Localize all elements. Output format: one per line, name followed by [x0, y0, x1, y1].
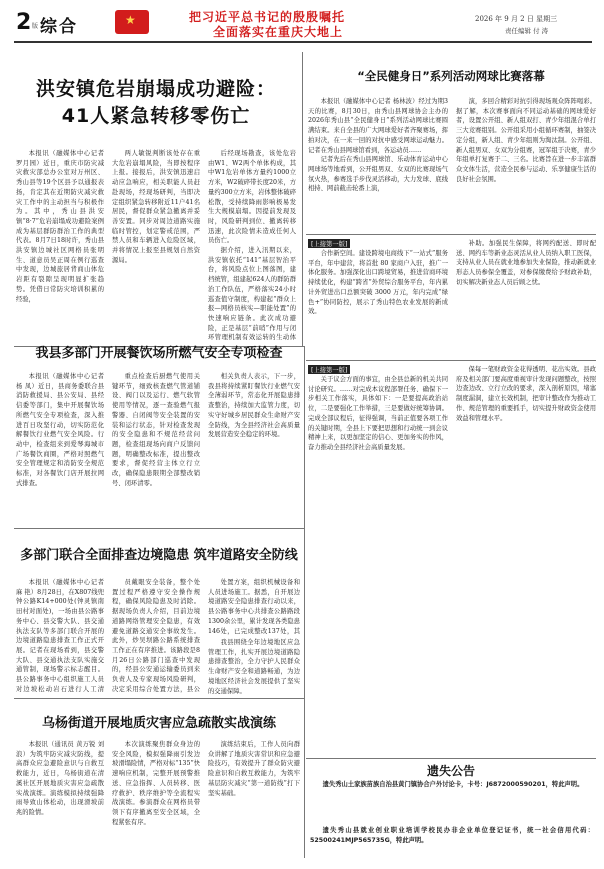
article5-column-2: 本次演练聚焦群众身边的安全风险，模拟强降雨引发边坡滑塌险情，严格对标“135”快速响应机制，完整开展预警推送、应急指挥、人员转移、医疗救护、秩序维护等全流程实战演练。参演群众在网格员带领下有序撤离至安全区域，全程紧张有序。: [112, 741, 200, 826]
article2-column-1: 本报讯（融媒体中心记者 杨林波）经过为期3天的比赛，8月30日，由秀山县网球协会主办的2026年秀山县“全民健身日”系列活动网球比赛圆满结束。来自全县的广大网球爱好者齐聚赛场，挥拍对决，在一来一回的对抗中感受网球运动魅力。记者在秀山县网球馆看到，各运动员…… 记者先后在秀山县网球馆、乐动体育运动中心网球场等地看到，公开组男双、女双的比赛现场气氛火热，参赛选手步伐灵活移动，大力发球、底线相持、网前截击轮番上演，: [308, 98, 448, 193]
article3-column-3: 相关负责人表示，下一步，我县将持续紧盯餐饮行业燃气安全薄弱环节，常态化开展隐患排查整治，持续加大监管力度，切实守好城乡居民群众生命财产安全防线，为全县经济社会高质量发展营造安全稳定的环境。: [208, 373, 300, 439]
issue-date: 2026 年 9 月 2 日 星期三: [475, 15, 558, 23]
notice1-column-2: 补助。加强民生保障，将网约配送、即时配送、网约车等新业态灵活从业人员纳入职工医保，支持从业人员在就业地参加失业保险，推动新就业形态人员参保全覆盖，对参保缴费给予财政补助，切实解决新业态人员后顾之忧。: [456, 240, 596, 286]
banner-emblem-star-icon: ★: [125, 13, 136, 27]
article2-column-2: 演，多回合精彩对抗引得现场观众阵阵喝彩。据了解，本次赛事面向不同运动基础的网球爱好者，设置公开组、新人组双打、青少年组混合单打三大竞赛组别。公开组采用小组循环赛制，抽签决定分组，新人组、青少年组则为淘汰制。公开组、新人组男双、女双为分组赛，冠军组于决赛，青少年组单打复赛于二、三名。比赛旨在进一步丰富群众文体生活，营造全民参与运动、乐享健康生活的良好社会氛围。: [456, 98, 596, 183]
article4-column-1: 本报讯（融媒体中心记者 麻 艳）8月28日，在X807线兜钟公路K14+000处(钟灵镇南田村对面处)，一场由县公路事务中心、县交警大队、县交通执法支队等多部门联合开展的边境道路隐患排查工作正式开展。记者在现场看到，县交警大队、县交通执法支队实施交通管制，现场警示标志醒目。县公路事务中心组织施工人员对边坡松动岩石进行人工清: [16, 579, 104, 693]
article5-top-rule: [14, 698, 304, 699]
notice2-column-2: 保每一笔财政资金花得透明、花出实效。县政府及相关部门要高度重视审计发现问题整改，按照边查边改、立行立改的要求，深入剖析原因，堵塞制度漏洞，建立长效机制，把审计整改作为推动工作、规范管理的重要抓手，切实提升财政资金使用效益和管理水平。: [456, 366, 596, 422]
page-number: 2: [16, 10, 32, 35]
article4-top-rule: [14, 528, 304, 529]
banner-line-2: 全面落实在重庆大地上: [213, 25, 344, 39]
article4-column-4: 我县围绕全年边境地区应急管理工作，扎实开展边境道路隐患排查整治，全力守护人民群众生命财产安全和道路畅通，为边境地区经济社会发展提供了坚实的交通保障。: [208, 639, 300, 694]
notice3-line-2: 遗失秀山县就业创业职业培训学校民办非企业单位登记证书，统一社会信用代码：52500241MJP565735G，特此声明。: [310, 827, 594, 844]
masthead-rule: [14, 41, 592, 43]
section-name: 综合: [40, 17, 78, 37]
article2-headline: “全民健身日”系列活动网球比赛落幕: [357, 69, 545, 83]
notice2-top-rule: [306, 360, 596, 361]
notice3-line-1: 遗失秀山土家族苗族自治县黄门镇协合户外讨论卡，卡号：J6872000590201，特此声明。: [322, 781, 584, 788]
article4-headline: 多部门联合全面排查边境隐患 筑牢道路安全防线: [20, 548, 298, 563]
article1-divider-v: [302, 52, 303, 346]
notice3-top-rule: [306, 758, 596, 759]
article3-column-1: 本报讯（融媒体中心记者 杨 凤）近日，县商务委联合县消防救援局、县公安局、县经信委等部门，集中开展餐饮场所燃气安全专项检查，深入推进百日攻坚行动，切实防范化解餐饮行业燃气安全风险。行动中，检查组来到爱琴海城市广场餐饮商圈，严格对照燃气安全管理规定和消防安全规范标准，对各餐饮门店开展拉网式排查。: [16, 373, 104, 487]
article3-column-2: 重点检查后厨燃气使用关键环节，细致核查燃气管道铺设、阀门以及运行、燃气软管使用等情况，逐一查验燃气报警器、自闭阀等安全装置的安装和运行状态，针对检查发现的安全隐患和不规范经营问题，检查组现场向商户反馈问题，明确整改标准，提出整改要求，督促经营主体立行立改，确保隐患限期全部整改销号、闭环清零。: [112, 373, 200, 487]
notice3-title: 遗失公告: [426, 764, 475, 778]
article5-headline: 乌杨街道开展地质灾害应急疏散实战演练: [41, 716, 276, 731]
notice1-column-1: 合作新空间。建设跨境电商线下“一站式”服务平台，年中建营，将首批 80 家商户入驻，推广一体化服务。加强深化出口跨境贸易，推进营商环境持续优化，构建“跨省”外贸综合服务平台，年内累计外贸进出口总额突破 3000 万元，年内完成“绿色+”协同防控，展示了秀山特色农业发展的新成效。: [308, 250, 448, 316]
masthead: [0, 0, 604, 44]
notice1-title: [上接第一版]: [308, 239, 350, 248]
page-label: 版: [32, 23, 39, 30]
article1-column-2: 两人敏锐判断该处存在重大危岩崩塌风险，当即按程序上报。接报后，洪安镇迅速启动应急响应，相关职能人员赶赴现场，经现场研判，当即决定组织紧急转移附近11户41名居民，督促群众紧急撤离并妥善安置。同步对周边道路实施临时管控，划定警戒范围，严禁人员和车辆进入危险区域，并将情况上报至县规划自然资源局。: [112, 150, 200, 264]
banner-slogan: [115, 6, 485, 38]
article4-column-2: 员戴眼安全装备，整个处置过程严格遵守安全操作规程，确保风险隐患及时消除。据现场负责人介绍，目前边境道路网络管理安全隐患，有效避免道路交通安全事故发生。此外，炒吴坝路公路系统排查工作正在有序推进。该路段是8月26日公路部门巡查中发现的，经县公安通运输委员到来负责人及专家现场风险研判，决定采用综合处置方法，县公: [112, 579, 200, 693]
article1-headline-line2: 41人紧急转移零伤亡: [61, 105, 251, 127]
banner-line-1: 把习近平总书记的殷殷嘱托: [189, 10, 346, 24]
article1-headline-line1: 洪安镇危岩崩塌成功避险：: [35, 78, 276, 100]
notice2-title: [上接第一版]: [308, 365, 350, 374]
notice2-column-1: 关于议会方面的事宜，由全县总新的机关共同讨论研究。……对完成本议程部署任务、确保下一步相关工作落实，具体如下：一是要提高政治站位，二是要强化工作举措，三是要做好统筹协调。完成全部议程后，征得强调，当前正值要各项工作的关键时期，全县上下要把思想和行动统一到会议精神上来，以更加坚定的信心、更加务实的作风，奋力推动全县经济社会高质量发展。: [308, 376, 448, 451]
editor-credit: 责任编辑 付 涛: [505, 27, 549, 35]
center-divider-v: [304, 346, 305, 858]
article1-column-3: 后经现场勘查，该处危岩由W1、W2两个单体构成，其中W1危岩单体方量约1000立方米，W2破碎带长度20米，方量约300立方米，岩体整体破碎松散，受持续降雨影响极易发生大规模崩塌。因提前发现及时，风险研判到位、撤离转移迅速，此次险情未造成任何人员伤亡。 据介绍，进入汛期以来，洪安镇依托“141”基层智治平台，将风险点位上图落图，建档统管，组建起624人的群防群治工作队伍，严格落实24小时巡查值守制度，构建起“群众上报—网格员核实—职能处置”的快速响应链条。此次成功避险，正是基层“前哨”作用与闭环管理机制有效运转的生动体: [208, 150, 296, 342]
article1-column-1: 本报讯（融媒体中心记者 罗月园）近日，重庆市防灾减灾救灾部总办公室对万州区、秀山县等19个区县予以通报表扬，肯定其在近期防灾减灾救灾工作中的主动担当与积极作为。其中，秀山县洪安镇“8·7”危岩崩塌成功避险案例成为基层群防群治工作的典型代表。8月7日18时许，秀山县洪安镇边城社区网格员张明生、道意员吴正周在例行巡查中发现，边城旅居背商山体危岩距有裂隙呈现明显扩张趋势。凭借日常防灾培训积累的经验，: [16, 150, 104, 303]
notice1-top-rule: [306, 234, 596, 235]
article5-column-1: 本报讯（通讯员 黄万锐 刘 浪）为筑牢防灾减灾防线，提高群众应急避险意识与自救互救能力，近日，乌杨街道在清溪社区开展地质灾害应急疏散实战演练。演练模拟持续强降雨导致山体松动，出现滑坡前兆的险情。: [16, 741, 104, 816]
article3-headline: 我县多部门开展餐饮场所燃气安全专项检查: [35, 346, 283, 361]
article5-column-3: 演练结束后，工作人员向群众讲解了地质灾害常识和应急避险技巧，有效提升了群众防灾避险意识和自救互救能力，为筑牢基层防灾减灾“第一道防线”打下坚实基础。: [208, 741, 300, 797]
article4-column-3: 处置方案，组织机械设备和人员进场施工。据悉，自开展边境道路安全隐患排查行动以来，县公路事务中心共排查公路路段1300余公里，累计发现各类隐患146处，已完成整改137处，其: [208, 579, 300, 635]
